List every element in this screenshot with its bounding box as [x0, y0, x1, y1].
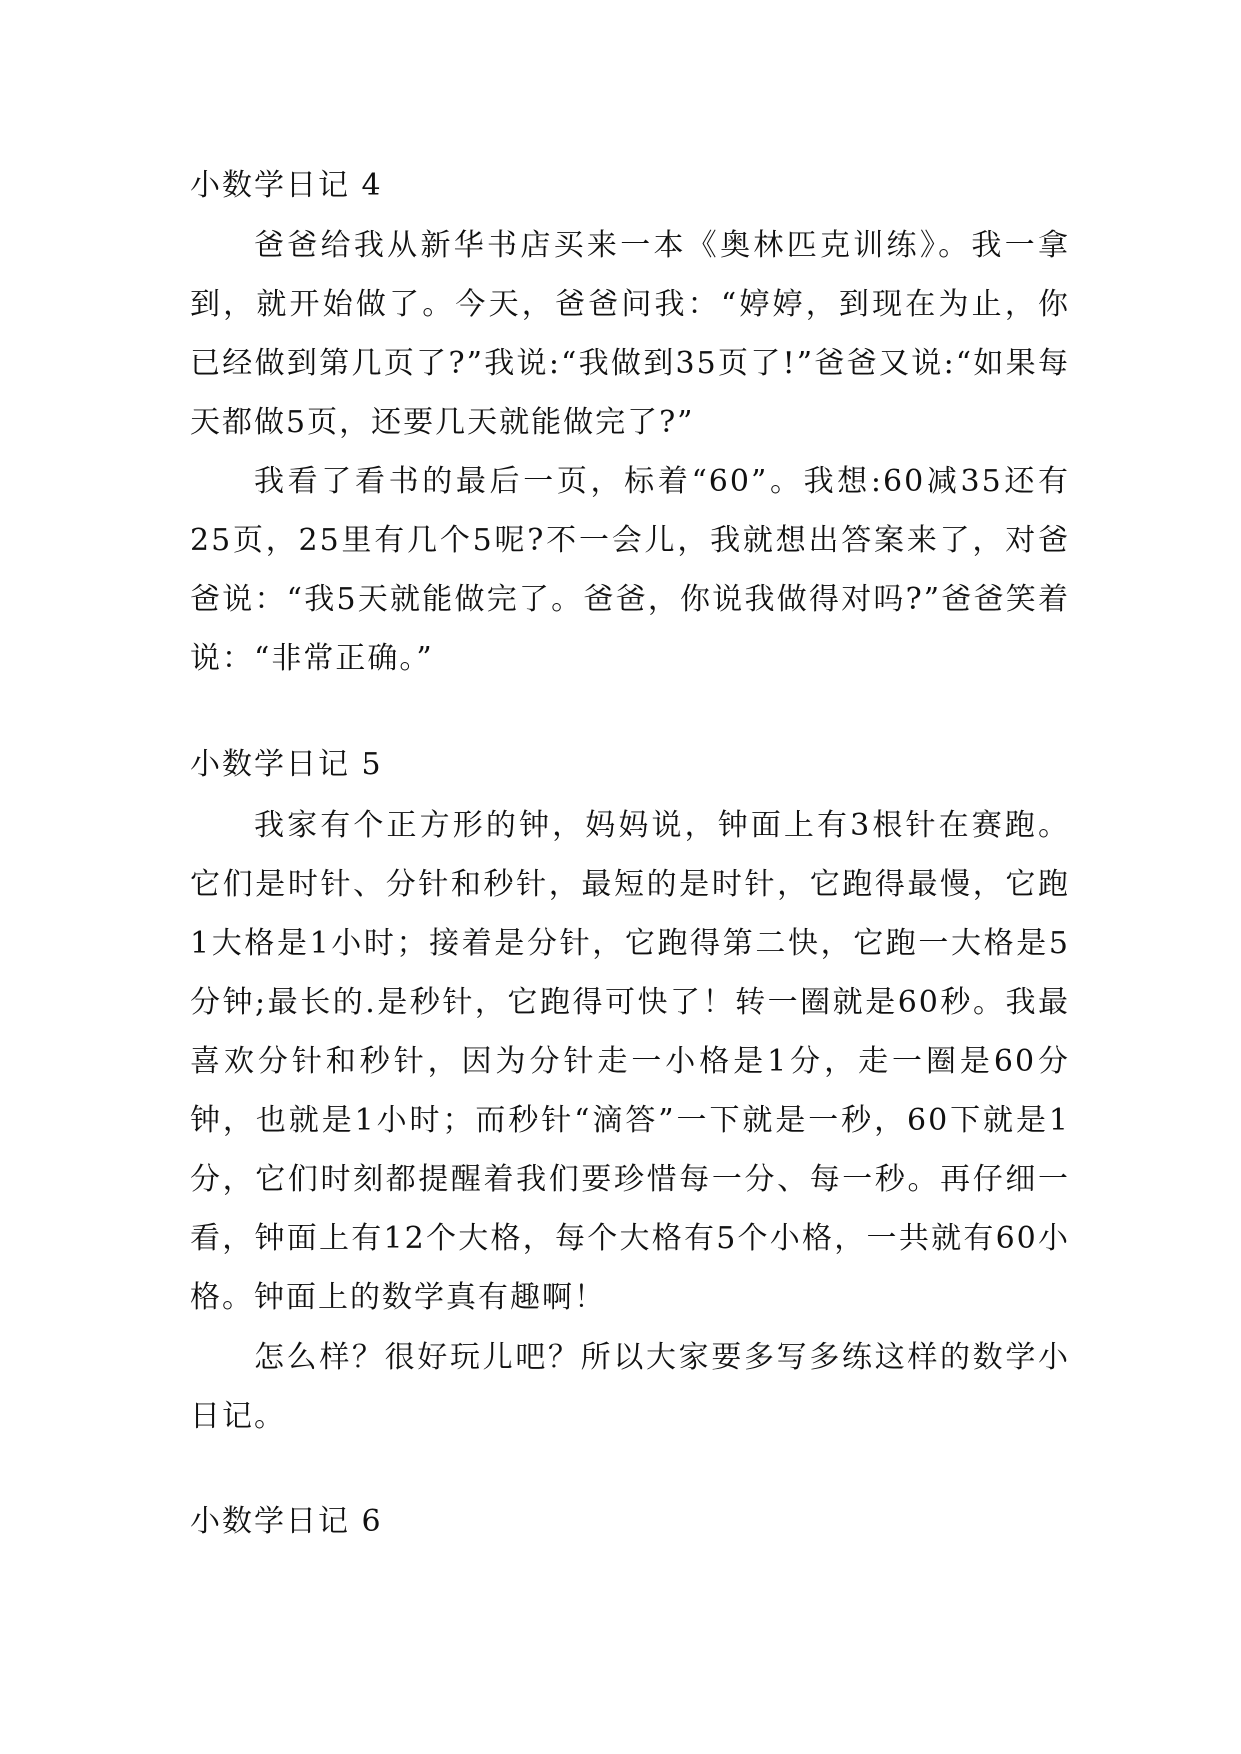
section-title-diary-4: 小数学日记 4 [190, 168, 383, 203]
paragraph-diary-5-2: 怎么样？很好玩儿吧？所以大家要多写多练这样的数学小日记。 [190, 1340, 1070, 1434]
paragraph-diary-5-1: 我家有个正方形的钟，妈妈说，钟面上有3根针在赛跑。它们是时针、分针和秒针，最短的是时针，它跑得最慢，它跑1大格是1小时；接着是分针，它跑得第二快，它跑一大格是5分钟;最长的.是秒针，它跑得可快了！转一圈就是60秒。我最喜欢分针和秒针，因为分针走一小格是1分，走一圈是60分钟，也就是1小时；而秒针“滴答”一下就是一秒，60下就是1分，它们时刻都提醒着我们要珍惜每一分、每一秒。再仔细一看，钟面上有12个大格，每个大格有5个小格，一共就有60小格。钟面上的数学真有趣啊！ [190, 808, 1070, 1315]
paragraph-diary-4-1: 爸爸给我从新华书店买来一本《奥林匹克训练》。我一拿到，就开始做了。今天，爸爸问我：“婷婷，到现在为止，你已经做到第几页了?”我说:“我做到35页了!”爸爸又说:“如果每天都做5页，还要几天就能做完了?” [190, 228, 1070, 440]
section-title-diary-6: 小数学日记 6 [190, 1504, 383, 1539]
paragraph-diary-4-2: 我看了看书的最后一页，标着“60”。我想:60减35还有25页，25里有几个5呢?不一会儿，我就想出答案来了，对爸爸说：“我5天就能做完了。爸爸，你说我做得对吗?”爸爸笑着说：“非常正确。” [190, 464, 1070, 676]
section-title-diary-5: 小数学日记 5 [190, 747, 383, 782]
